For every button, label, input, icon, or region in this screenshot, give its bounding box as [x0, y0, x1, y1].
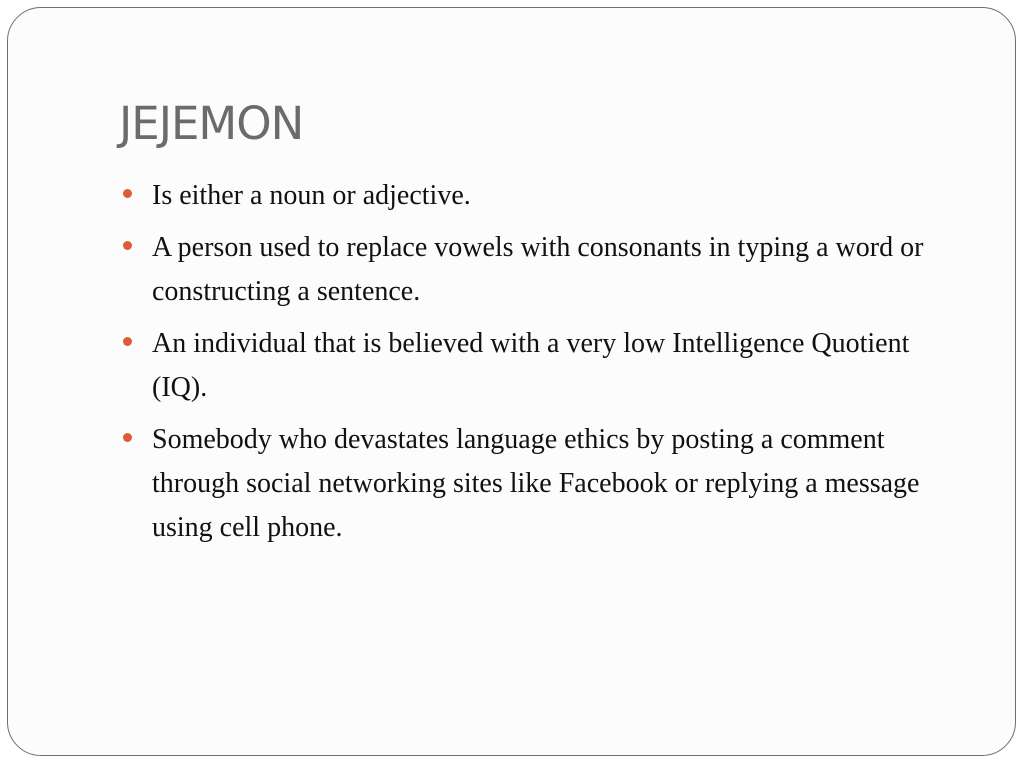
- slide-frame: [7, 7, 1016, 756]
- bullet-dot-icon: [123, 241, 132, 250]
- bullet-text: Somebody who devastates language ethics by posting a comment through social networking sites like Facebook or replying a message using cell phone.: [152, 424, 920, 543]
- bullet-list: [120, 174, 970, 558]
- bullet-dot-icon: [123, 433, 132, 442]
- bullet-text: An individual that is believed with a very low Intelligence Quotient (IQ).: [152, 328, 910, 403]
- bullet-text: A person used to replace vowels with consonants in typing a word or constructing a sentence.: [152, 232, 924, 307]
- bullet-item: [120, 174, 970, 218]
- bullet-dot-icon: [123, 337, 132, 346]
- slide-title: JEJEMON: [119, 97, 304, 150]
- bullet-item: [120, 322, 970, 410]
- bullet-item: [120, 226, 970, 314]
- bullet-item: [120, 418, 970, 550]
- bullet-text: Is either a noun or adjective.: [152, 180, 471, 211]
- bullet-dot-icon: [123, 189, 132, 198]
